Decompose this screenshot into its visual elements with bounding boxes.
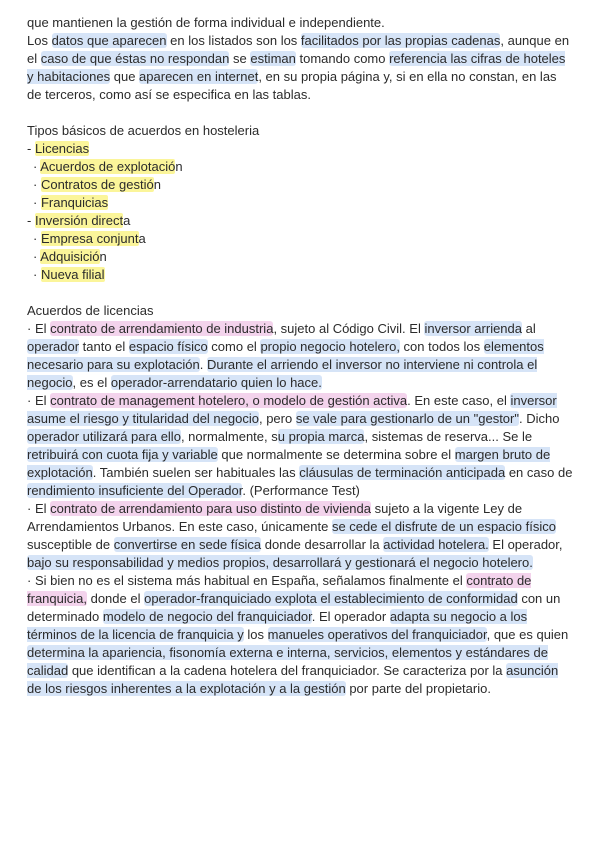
highlighted-text: margen bruto de explotación: [27, 447, 551, 480]
list-item-suffix: n: [99, 249, 107, 264]
highlighted-text: elementos necesario para su explotación: [27, 339, 544, 372]
list-item-label: Nueva filial: [40, 267, 105, 282]
text-run: , sujeto al Código Civil. El: [273, 321, 425, 336]
intro-line: que mantienen la gestión de forma individual e independiente.: [27, 15, 385, 30]
list-item-label: Licencias: [34, 141, 90, 156]
highlighted-text: se cede el disfrute de un espacio físico: [331, 519, 556, 534]
text-run: al: [522, 321, 536, 336]
text-run: .: [199, 357, 207, 372]
highlighted-text: se vale para gestionarlo de un "gestor": [295, 411, 519, 426]
highlighted-text: Durante el arriendo el inversor no interviene ni controla el negocio: [27, 357, 538, 390]
text-run: donde desarrollar la: [261, 537, 384, 552]
bullet-marker: -: [27, 213, 35, 228]
text-run: en caso de: [505, 465, 573, 480]
text-run: , pero: [258, 411, 296, 426]
list-item-suffix: a: [138, 231, 146, 246]
highlighted-text: operador: [27, 339, 80, 354]
highlighted-text: operador-franquiciado explota el establecimiento de conformidad: [144, 591, 518, 606]
highlighted-text: aparecen en internet: [139, 69, 259, 84]
bullet-marker: ·: [33, 177, 41, 192]
text-run: El operador,: [488, 537, 563, 552]
highlighted-text: adapta su negocio a los términos de la licencia de franquicia y: [27, 609, 528, 642]
bullet-marker: -: [27, 141, 35, 156]
highlighted-text: datos que aparecen: [51, 33, 167, 48]
list-item-label: Adquisició: [40, 249, 100, 264]
text-run: con un determinado: [27, 591, 561, 624]
highlighted-text: convertirse en sede física: [113, 537, 262, 552]
text-run: se: [229, 51, 251, 66]
text-run: Los: [27, 33, 52, 48]
list-item: [27, 266, 574, 284]
intro-paragraph: [27, 32, 574, 104]
highlighted-text: asunción de los riesgos inherentes a la explotación y a la gestión: [27, 663, 559, 696]
licencias-paragraph-arrendamiento-industria: [27, 320, 574, 392]
highlighted-text: estiman: [250, 51, 296, 66]
text-run: · El: [27, 501, 51, 516]
highlighted-text: contrato de management hotelero, o modelo de gestión activa: [50, 393, 408, 408]
list-item: [27, 248, 574, 266]
text-run: · El: [27, 393, 51, 408]
text-run: que: [110, 69, 140, 84]
text-run: . El operador: [311, 609, 390, 624]
tipos-heading: Tipos básicos de acuerdos en hosteleria: [27, 123, 260, 138]
text-run: susceptible de: [27, 537, 114, 552]
list-item-suffix: a: [123, 213, 131, 228]
highlighted-text: contrato de franquicia,: [27, 573, 532, 606]
text-run: · Si bien no es el sistema más habitual en España, señalamos finalmente el: [27, 573, 467, 588]
text-run: . En este caso, el: [407, 393, 511, 408]
list-item-label: Inversión direct: [34, 213, 124, 228]
text-run: tanto el: [79, 339, 129, 354]
text-run: . (Performance Test): [242, 483, 360, 498]
highlighted-text: u propia marca: [277, 429, 365, 444]
bullet-marker: ·: [33, 195, 41, 210]
text-run: con todos los: [399, 339, 484, 354]
highlighted-text: rendimiento insuficiente del Operador: [27, 483, 243, 498]
highlighted-text: inversor arrienda: [424, 321, 522, 336]
text-run: por parte del propietario.: [345, 681, 491, 696]
text-run: , normalmente, s: [180, 429, 278, 444]
licencias-paragraph-management: [27, 392, 574, 500]
list-item: [27, 158, 574, 176]
text-run: . También suelen ser habituales las: [92, 465, 300, 480]
licencias-paragraph-arrendamiento-uso: [27, 500, 574, 572]
highlighted-text: contrato de arrendamiento para uso distinto de vivienda: [50, 501, 371, 516]
bullet-marker: ·: [33, 231, 41, 246]
text-run: . Dicho: [518, 411, 560, 426]
spacer: [27, 104, 574, 122]
text-run: en los listados son los: [166, 33, 301, 48]
licencias-heading: Acuerdos de licencias: [27, 303, 154, 318]
highlighted-text: referencia las cifras de hoteles y habitaciones: [27, 51, 566, 84]
highlighted-text: cláusulas de terminación anticipada: [299, 465, 506, 480]
highlighted-text: operador utilizará para ello: [27, 429, 181, 444]
list-item: [27, 140, 574, 158]
licencias-paragraph-franquicia: [27, 572, 574, 698]
list-item: [27, 176, 574, 194]
text-run: los: [243, 627, 268, 642]
text-run: , aunque en el: [27, 33, 570, 66]
text-run: que identifican a la cadena hotelera del franquiciador. Se caracteriza por la: [68, 663, 507, 678]
highlighted-text: determina la apariencia, fisonomía externa e interna, servicios, elementos y estándares de calidad: [27, 645, 549, 678]
highlighted-text: bajo su responsabilidad y medios propios, desarrollará y gestionará el negocio hotelero.: [27, 555, 533, 570]
list-item-label: Empresa conjunt: [40, 231, 139, 246]
text-run: como el: [207, 339, 261, 354]
highlighted-text: contrato de arrendamiento de industria: [50, 321, 274, 336]
list-item-label: Acuerdos de explotació: [40, 159, 176, 174]
bullet-marker: ·: [33, 249, 41, 264]
list-item-label: Contratos de gestió: [40, 177, 154, 192]
text-run: , en su propia página y, si en ella no constan, en las de terceros, como así se especifica en las tablas.: [27, 69, 557, 102]
list-item: [27, 212, 574, 230]
tipos-list: [27, 140, 574, 284]
highlighted-text: inversor asume el riesgo y titularidad del negocio: [27, 393, 557, 426]
text-run: que normalmente se determina sobre el: [217, 447, 455, 462]
highlighted-text: facilitados por las propias cadenas: [300, 33, 501, 48]
bullet-marker: ·: [33, 159, 41, 174]
list-item: [27, 230, 574, 248]
highlighted-text: propio negocio hotelero,: [260, 339, 400, 354]
highlighted-text: espacio físico: [128, 339, 208, 354]
bullet-marker: ·: [33, 267, 41, 282]
highlighted-text: modelo de negocio del franquiciador: [102, 609, 312, 624]
highlighted-text: actividad hotelera.: [383, 537, 489, 552]
text-run: · El: [27, 321, 51, 336]
highlighted-text: retribuirá con cuota fija y variable: [27, 447, 218, 462]
text-run: , es el: [72, 375, 111, 390]
list-item-label: Franquicias: [40, 195, 109, 210]
text-run: sujeto a la vigente Ley de Arrendamientos Urbanos. En este caso, únicamente: [27, 501, 523, 534]
text-run: , que es quien: [486, 627, 569, 642]
highlighted-text: operador-arrendatario quien lo hace.: [110, 375, 322, 390]
highlighted-text: caso de que éstas no respondan: [40, 51, 230, 66]
text-run: tomando como: [295, 51, 390, 66]
list-item-suffix: n: [175, 159, 183, 174]
spacer: [27, 284, 574, 302]
list-item-suffix: n: [153, 177, 161, 192]
text-run: , sistemas de reserva... Se le: [364, 429, 533, 444]
highlighted-text: manueles operativos del franquiciador: [267, 627, 487, 642]
text-run: donde el: [86, 591, 145, 606]
list-item: [27, 194, 574, 212]
